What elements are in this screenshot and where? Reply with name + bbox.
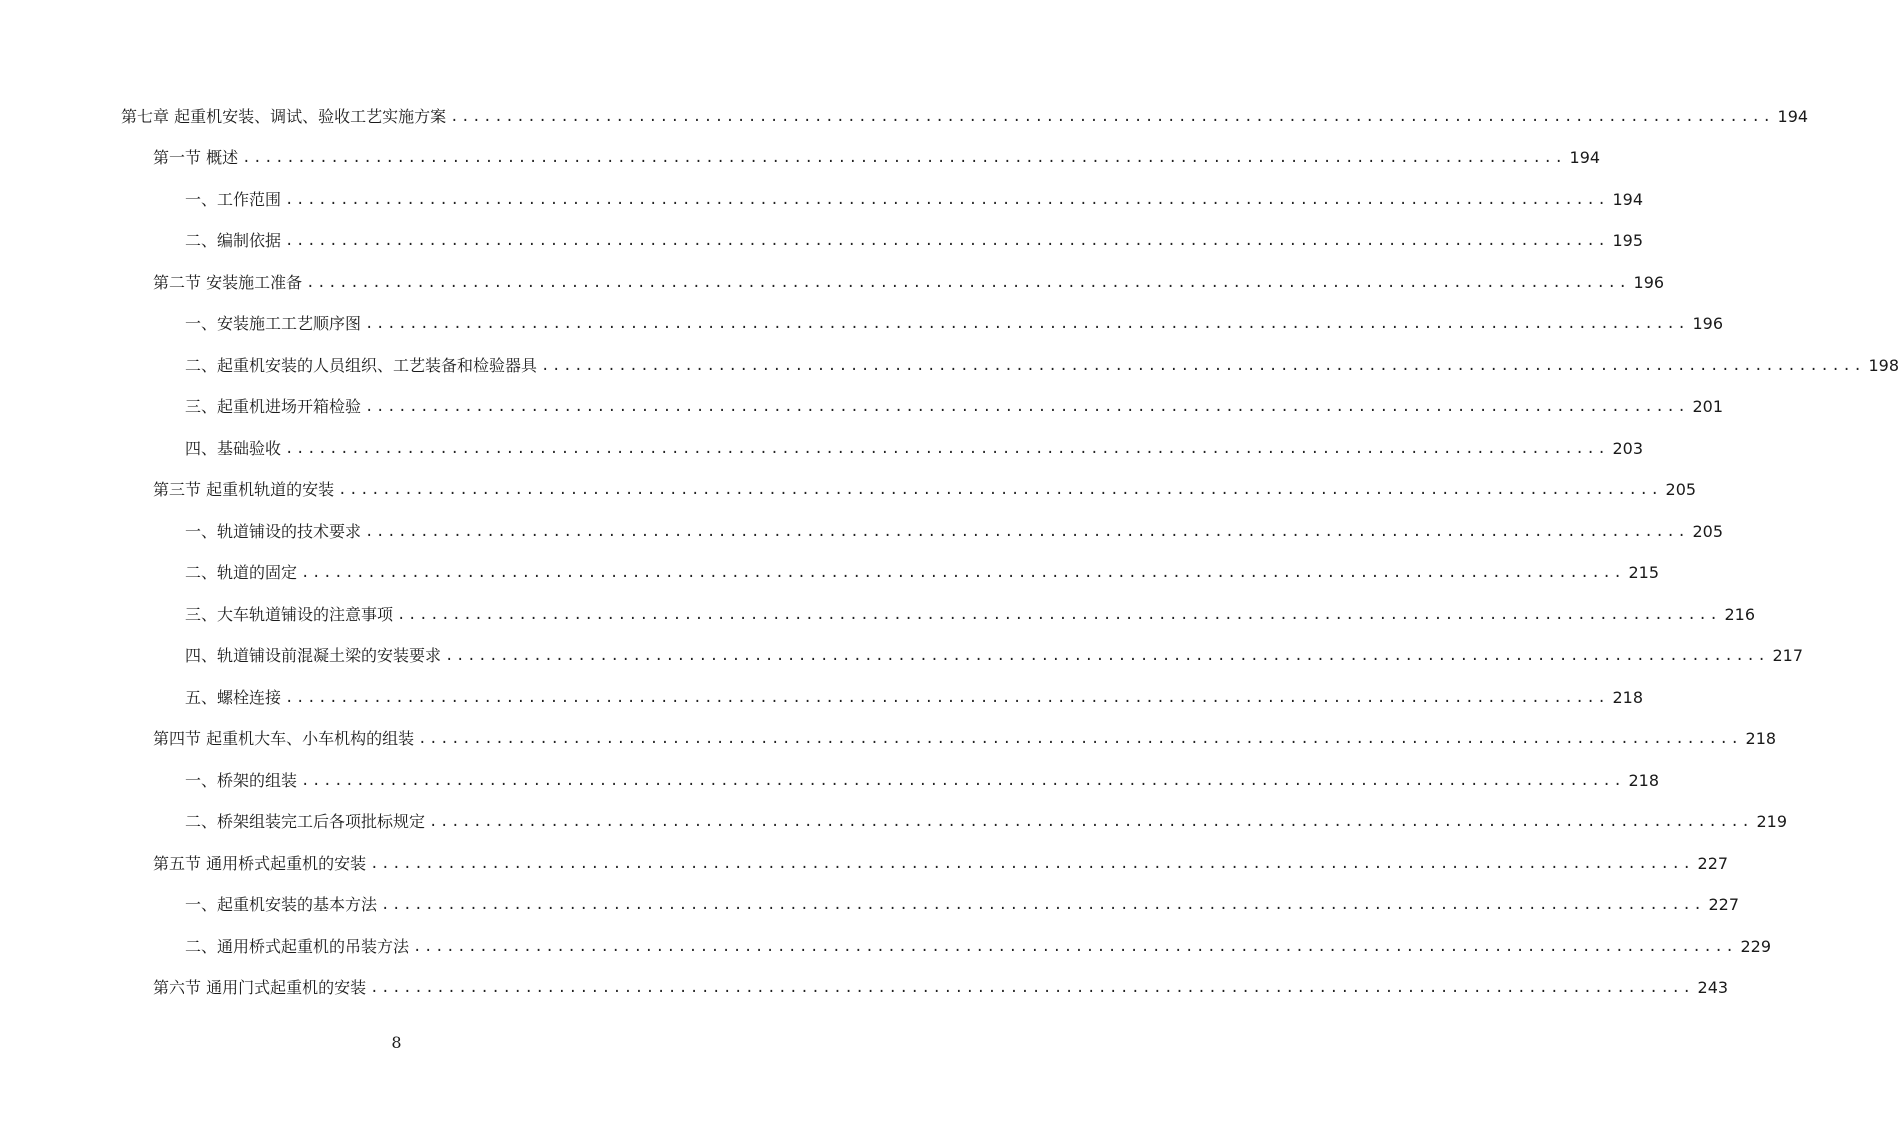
toc-entry-page: 196 (1692, 314, 1724, 334)
toc-dot-leader: ........................................................................................................................ (429, 814, 1753, 831)
toc-entry-page: 194 (1612, 189, 1644, 209)
toc-entry[interactable] (0, 179, 1644, 221)
toc-dot-leader: ........................................................................................................................ (445, 648, 1769, 665)
toc-entry-page: 218 (1612, 687, 1644, 707)
toc-entry-page: 196 (1633, 272, 1665, 292)
toc-entry-page: 243 (1697, 978, 1729, 998)
toc-entry-page: 203 (1612, 438, 1644, 458)
toc-entry-title: 第七章 起重机安装、调试、验收工艺实施方案 (121, 107, 450, 127)
toc-entry-page: 216 (1724, 604, 1756, 624)
toc-entry[interactable] (0, 968, 1729, 1010)
toc-entry[interactable] (0, 138, 1601, 180)
toc-dot-leader: ........................................................................................................................ (365, 316, 1689, 333)
toc-entry-title: 二、桥架组装完工后各项批标规定 (185, 812, 429, 832)
toc-entry-title: 第六节 通用门式起重机的安装 (153, 978, 370, 998)
toc-entry-title: 三、起重机进场开箱检验 (185, 397, 365, 417)
toc-entry[interactable] (0, 677, 1644, 719)
toc-dot-leader: ........................................................................................................................ (418, 731, 1742, 748)
toc-entry-page: 205 (1692, 521, 1724, 541)
toc-dot-leader: ........................................................................................................................ (285, 233, 1609, 250)
toc-dot-leader: ........................................................................................................................ (242, 150, 1566, 167)
toc-entry[interactable] (0, 636, 1804, 678)
toc-entry-page: 227 (1708, 895, 1740, 915)
toc-entry[interactable] (0, 428, 1644, 470)
toc-entry[interactable] (0, 96, 1809, 138)
toc-entry-page: 218 (1628, 770, 1660, 790)
toc-entry-title: 一、工作范围 (185, 190, 285, 210)
toc-entry-title: 二、轨道的固定 (185, 563, 301, 583)
toc-dot-leader: ........................................................................................................................ (301, 565, 1625, 582)
toc-entry-page: 205 (1665, 480, 1697, 500)
toc-entry-page: 194 (1777, 106, 1809, 126)
toc-entry-title: 一、轨道铺设的技术要求 (185, 522, 365, 542)
toc-entry-page: 201 (1692, 397, 1724, 417)
toc-entry-title: 二、起重机安装的人员组织、工艺装备和检验器具 (185, 356, 541, 376)
toc-dot-leader: ........................................................................................................................ (370, 855, 1694, 872)
toc-entry-title: 三、大车轨道铺设的注意事项 (185, 605, 397, 625)
toc-entry[interactable] (0, 760, 1660, 802)
toc-entry-title: 一、安装施工工艺顺序图 (185, 314, 365, 334)
toc-dot-leader: ........................................................................................................................ (285, 689, 1609, 706)
toc-dot-leader: ........................................................................................................................ (381, 897, 1705, 914)
toc-entry-page: 218 (1745, 729, 1777, 749)
toc-entry[interactable] (0, 470, 1697, 512)
toc-dot-leader: ........................................................................................................................ (365, 523, 1689, 540)
toc-entry[interactable] (0, 511, 1724, 553)
toc-entry[interactable] (0, 594, 1756, 636)
toc-entry[interactable] (0, 843, 1729, 885)
toc-entry[interactable] (0, 719, 1777, 761)
toc-entry-title: 二、通用桥式起重机的吊装方法 (185, 937, 413, 957)
toc-entry-page: 227 (1697, 853, 1729, 873)
toc-entry-title: 二、编制依据 (185, 231, 285, 251)
toc-dot-leader: ........................................................................................................................ (541, 357, 1865, 374)
toc-entry-title: 第二节 安装施工准备 (153, 273, 306, 293)
toc-entry-page: 217 (1772, 646, 1804, 666)
toc-entry-page: 229 (1740, 936, 1772, 956)
toc-entry-title: 第一节 概述 (153, 148, 242, 168)
table-of-contents (0, 96, 1899, 1009)
toc-dot-leader: ........................................................................................................................ (413, 938, 1737, 955)
toc-entry-page: 215 (1628, 563, 1660, 583)
toc-entry[interactable] (0, 304, 1724, 346)
toc-dot-leader: ........................................................................................................................ (285, 191, 1609, 208)
toc-dot-leader: ........................................................................................................................ (338, 482, 1662, 499)
toc-entry-page: 194 (1569, 148, 1601, 168)
toc-entry-title: 一、起重机安装的基本方法 (185, 895, 381, 915)
toc-entry[interactable] (0, 802, 1788, 844)
toc-dot-leader: ........................................................................................................................ (397, 606, 1721, 623)
toc-entry-page: 195 (1612, 231, 1644, 251)
toc-entry-title: 第五节 通用桥式起重机的安装 (153, 854, 370, 874)
toc-entry[interactable] (0, 262, 1665, 304)
toc-entry-title: 第四节 起重机大车、小车机构的组装 (153, 729, 418, 749)
toc-dot-leader: ........................................................................................................................ (450, 108, 1774, 125)
toc-entry-title: 一、桥架的组装 (185, 771, 301, 791)
toc-entry-title: 五、螺栓连接 (185, 688, 285, 708)
toc-dot-leader: ........................................................................................................................ (370, 980, 1694, 997)
toc-dot-leader: ........................................................................................................................ (306, 274, 1630, 291)
toc-entry[interactable] (0, 387, 1724, 429)
toc-entry[interactable] (0, 553, 1660, 595)
toc-entry-title: 第三节 起重机轨道的安装 (153, 480, 338, 500)
toc-entry-page: 198 (1868, 355, 1899, 375)
toc-entry[interactable] (0, 221, 1644, 263)
toc-dot-leader: ........................................................................................................................ (365, 399, 1689, 416)
toc-dot-leader: ........................................................................................................................ (301, 772, 1625, 789)
toc-entry[interactable] (0, 926, 1772, 968)
toc-entry-page: 219 (1756, 812, 1788, 832)
toc-dot-leader: ........................................................................................................................ (285, 440, 1609, 457)
toc-entry-title: 四、基础验收 (185, 439, 285, 459)
toc-entry[interactable] (0, 885, 1740, 927)
page-number: 8 (391, 1033, 402, 1052)
toc-entry[interactable] (0, 345, 1899, 387)
toc-entry-title: 四、轨道铺设前混凝土梁的安装要求 (185, 646, 445, 666)
